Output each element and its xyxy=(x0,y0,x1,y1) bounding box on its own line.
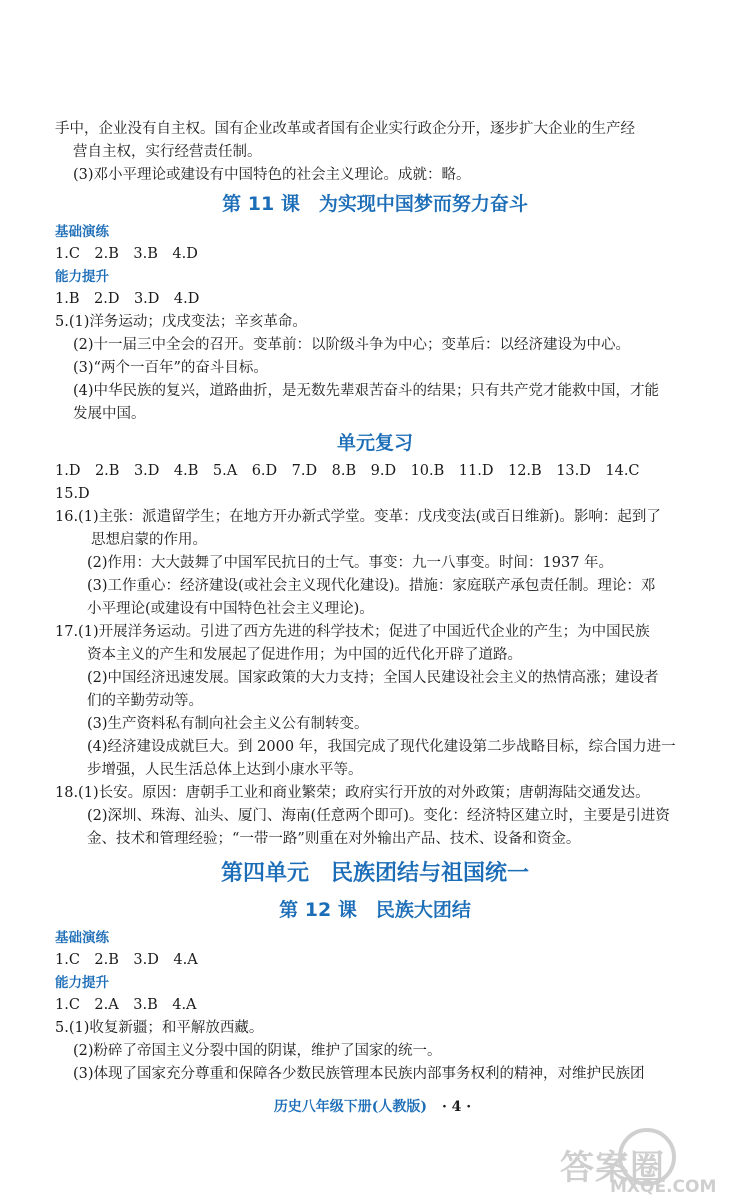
answer-line: 营自主权，实行经营责任制。 xyxy=(73,144,262,160)
answer-line: (2)作用：大大鼓舞了中国军民抗日的士气。事变：九一八事变。时间：1937 年。 xyxy=(87,555,614,571)
page-number: · 4 · xyxy=(441,1099,472,1115)
book-title: 历史八年级下册(人教版) xyxy=(273,1099,428,1115)
answer-line: 5.(1)洋务运动；戊戌变法；辛亥革命。 xyxy=(55,314,307,330)
page-footer xyxy=(0,1096,745,1116)
answer-line: 1.D 2.B 3.D 4.B 5.A 6.D 7.D 8.B 9.D 10.B 11.D 12.B 13.D 14.C xyxy=(55,463,640,479)
answer-line: 15.D xyxy=(55,486,90,502)
answer-line: (3)工作重心：经济建设(或社会主义现代化建设)。措施：家庭联产承包责任制。理论：邓 xyxy=(87,578,656,594)
answer-line: 1.C 2.B 3.B 4.D xyxy=(55,246,198,262)
answer-line: (2)深圳、珠海、汕头、厦门、海南(任意两个即可)。变化：经济特区建立时，主要是引进资 xyxy=(87,808,670,824)
answer-line: 1.B 2.D 3.D 4.D xyxy=(55,291,200,307)
unit-heading: 第四单元 民族团结与祖国统一 xyxy=(220,861,529,886)
answer-line: 们的辛勤劳动等。 xyxy=(87,693,203,709)
section-heading: 基础演练 xyxy=(55,224,109,240)
lesson-heading: 第 11 课 为实现中国梦而努力奋斗 xyxy=(222,193,528,215)
answer-line: 小平理论(或建设有中国特色社会主义理论)。 xyxy=(87,601,374,617)
answer-line: (4)中华民族的复兴，道路曲折，是无数先辈艰苦奋斗的结果；只有共产党才能救中国，才能 xyxy=(73,383,660,399)
answer-line: 5.(1)收复新疆；和平解放西藏。 xyxy=(55,1020,264,1036)
answer-line: 发展中国。 xyxy=(73,406,146,422)
answer-line: 步增强，人民生活总体上达到小康水平等。 xyxy=(87,762,363,778)
answer-line: (3)体现了国家充分尊重和保障各少数民族管理本民族内部事务权利的精神，对维护民族团 xyxy=(73,1066,645,1082)
answer-line: (3)生产资料私有制向社会主义公有制转变。 xyxy=(87,716,369,732)
answer-line: (2)粉碎了帝国主义分裂中国的阴谋，维护了国家的统一。 xyxy=(73,1043,442,1059)
answer-line: 金、技术和管理经验；“一带一路”则重在对外输出产品、技术、设备和资金。 xyxy=(87,831,581,847)
answer-line: 资本主义的产生和发展起了促进作用；为中国的近代化开辟了道路。 xyxy=(87,647,522,663)
answer-line: (3)“两个一百年”的奋斗目标。 xyxy=(73,360,268,376)
section-heading: 能力提升 xyxy=(55,269,109,285)
answer-line: 1.C 2.A 3.B 4.A xyxy=(55,997,197,1013)
watermark-text: 答案圈 xyxy=(560,1148,665,1188)
answer-line: (2)中国经济迅速发展。国家政策的大力支持；全国人民建设社会主义的热情高涨；建设者 xyxy=(87,670,659,686)
lesson-heading: 第 12 课 民族大团结 xyxy=(279,899,471,921)
answer-line: 17.(1)开展洋务运动。引进了西方先进的科学技术；促进了中国近代企业的产生；为中国民族 xyxy=(55,624,650,640)
answer-line: 手中，企业没有自主权。国有企业改革或者国有企业实行政企分开，逐步扩大企业的生产经 xyxy=(55,121,635,137)
answer-line: (2)十一届三中全会的召开。变革前：以阶级斗争为中心；变革后：以经济建设为中心。 xyxy=(73,337,631,353)
watermark-url: MXQE.COM xyxy=(610,1177,717,1197)
answer-line: 1.C 2.B 3.D 4.A xyxy=(55,952,198,968)
section-heading: 能力提升 xyxy=(55,975,109,991)
answer-line: 16.(1)主张：派遣留学生；在地方开办新式学堂。变革：戊戌变法(或百日维新)。影响：起到了 xyxy=(55,509,661,525)
answer-line: (3)邓小平理论或建设有中国特色的社会主义理论。成就：略。 xyxy=(73,167,471,183)
answer-line: 18.(1)长安。原因：唐朝手工业和商业繁荣；政府实行开放的对外政策；唐朝海陆交通发达。 xyxy=(55,785,650,801)
section-heading: 基础演练 xyxy=(55,930,109,946)
answer-line: 思想启蒙的作用。 xyxy=(91,532,207,548)
lesson-heading: 单元复习 xyxy=(336,432,413,454)
answer-line: (4)经济建设成就巨大。到 2000 年，我国完成了现代化建设第二步战略目标，综合国力进一 xyxy=(87,739,676,755)
answer-content xyxy=(55,118,695,1086)
